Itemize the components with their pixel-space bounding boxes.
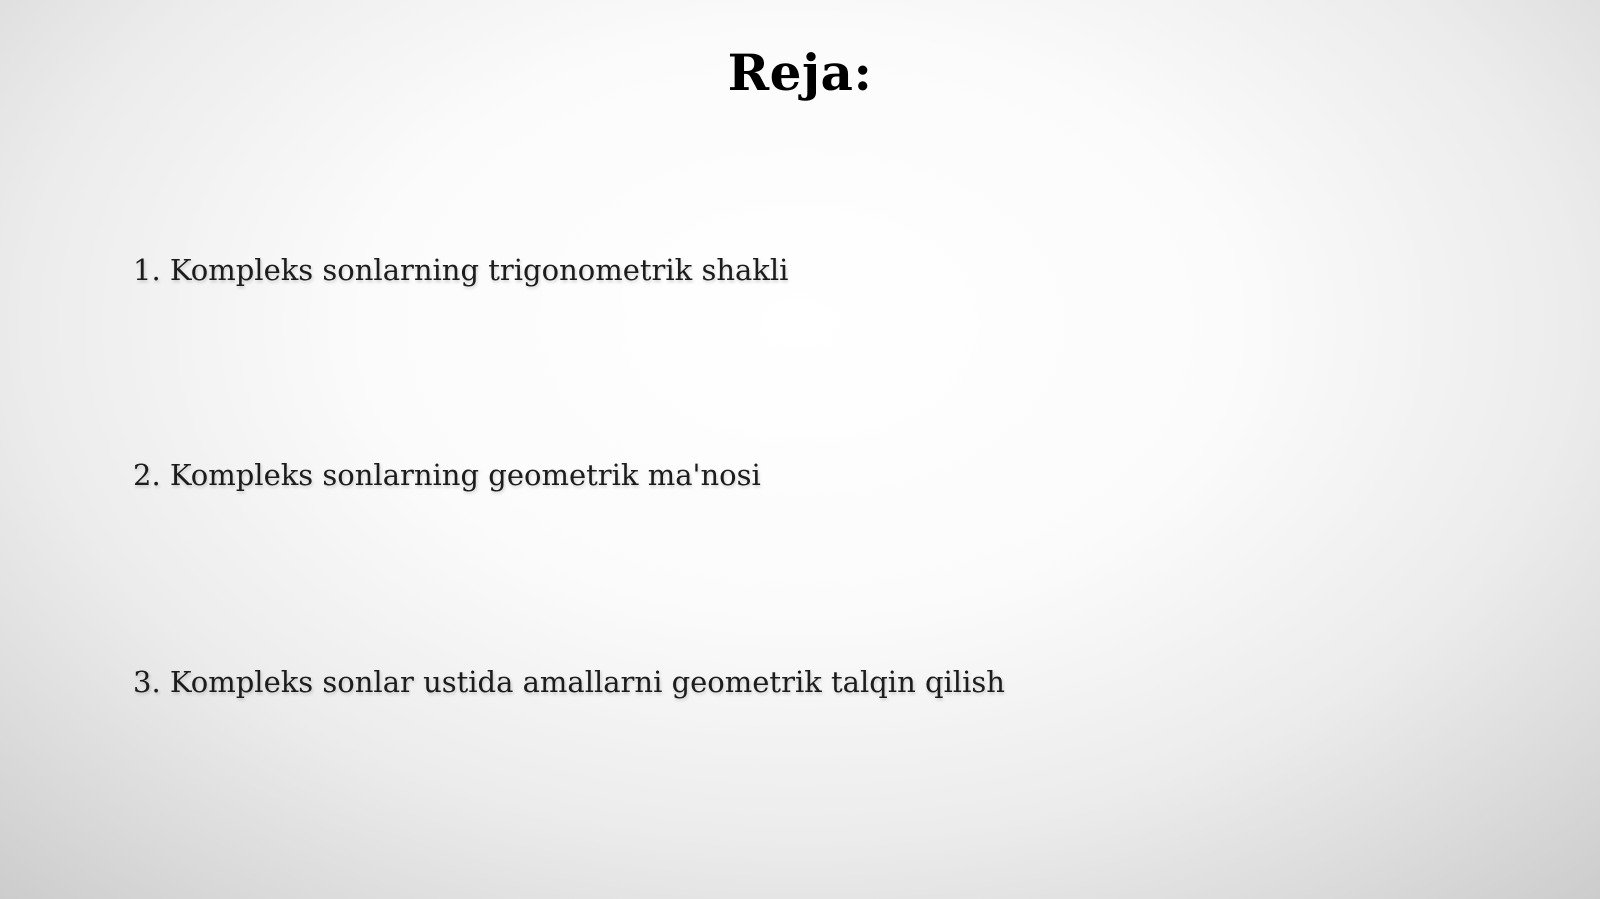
plan-item-geometric-meaning: 2. Kompleks sonlarning geometrik ma'nosi	[133, 458, 761, 492]
plan-item-trigonometric-form: 1. Kompleks sonlarning trigonometrik shakli	[133, 253, 789, 287]
plan-item-geometric-operations: 3. Kompleks sonlar ustida amallarni geometrik talqin qilish	[133, 665, 1005, 699]
slide-title: Reja:	[727, 43, 873, 102]
